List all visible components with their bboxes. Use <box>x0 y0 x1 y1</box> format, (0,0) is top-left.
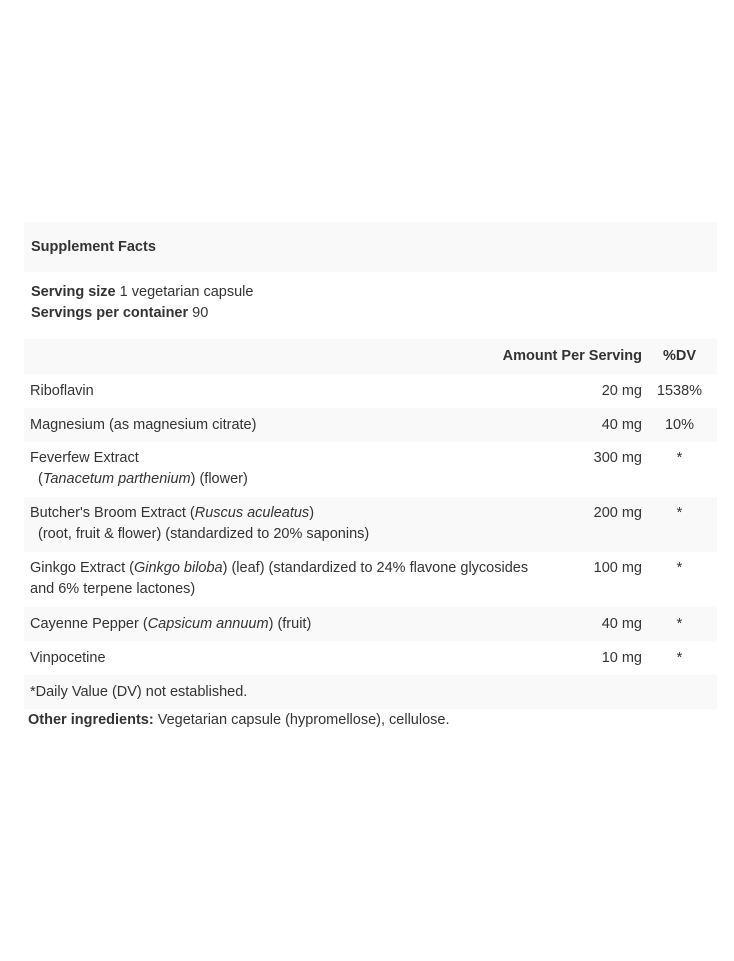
nutrient-dv: * <box>676 505 683 521</box>
nutrient-name: Butcher's Broom Extract (Ruscus aculeatus) (root, fruit & flower) (standardized to 20% saponins) <box>30 505 370 542</box>
servings-per-container-line <box>31 303 717 324</box>
table-row <box>24 497 717 552</box>
servings-label: Servings per container <box>31 305 189 321</box>
nutrient-name: Cayenne Pepper (Capsicum annuum) (fruit) <box>30 615 312 632</box>
other-ingredients <box>24 710 717 731</box>
serving-info <box>24 272 717 339</box>
nutrient-dv: * <box>676 560 683 576</box>
nutrient-amount: 40 mg <box>601 615 642 632</box>
nutrient-amount: 200 mg <box>593 505 642 521</box>
other-ingredients-value: Vegetarian capsule (hypromellose), cellulose. <box>153 712 450 728</box>
table-row <box>24 374 717 408</box>
nutrient-name: Feverfew Extract (Tanacetum parthenium) (flower) <box>30 450 248 487</box>
nutrient-amount: 300 mg <box>593 450 642 466</box>
nutrient-amount: 20 mg <box>601 382 642 399</box>
servings-value: 90 <box>192 305 209 321</box>
nutrient-name: Magnesium (as magnesium citrate) <box>30 416 257 433</box>
header-amount: Amount Per Serving <box>502 348 642 364</box>
nutrient-amount: 10 mg <box>601 649 642 666</box>
serving-size-value: 1 vegetarian capsule <box>119 284 254 300</box>
nutrient-amount: 40 mg <box>601 416 642 433</box>
table-row <box>24 607 717 641</box>
table-row <box>24 641 717 675</box>
nutrient-name: Vinpocetine <box>30 649 106 666</box>
nutrient-dv: * <box>676 450 683 466</box>
nutrient-name: Ginkgo Extract (Ginkgo biloba) (leaf) (standardized to 24% flavone glycosides and 6% terpene lactones) <box>30 560 529 597</box>
nutrient-dv: 1538% <box>656 382 703 399</box>
nutrient-dv: * <box>676 649 683 666</box>
other-ingredients-label: Other ingredients: <box>28 712 154 728</box>
serving-size-line <box>31 282 717 303</box>
serving-size-label: Serving size <box>31 284 116 300</box>
nutrient-name: Riboflavin <box>30 382 94 399</box>
header-dv: %DV <box>662 348 697 364</box>
table-row <box>24 408 717 442</box>
nutrient-amount: 100 mg <box>593 560 642 576</box>
table-row <box>24 552 717 607</box>
nutrient-dv: * <box>676 615 683 632</box>
panel-title: Supplement Facts <box>24 222 717 272</box>
dv-footnote: *Daily Value (DV) not established. <box>24 675 717 709</box>
supplement-facts-panel <box>24 222 717 731</box>
table-header <box>24 339 717 374</box>
table-row <box>24 442 717 497</box>
nutrient-dv: 10% <box>664 416 695 433</box>
